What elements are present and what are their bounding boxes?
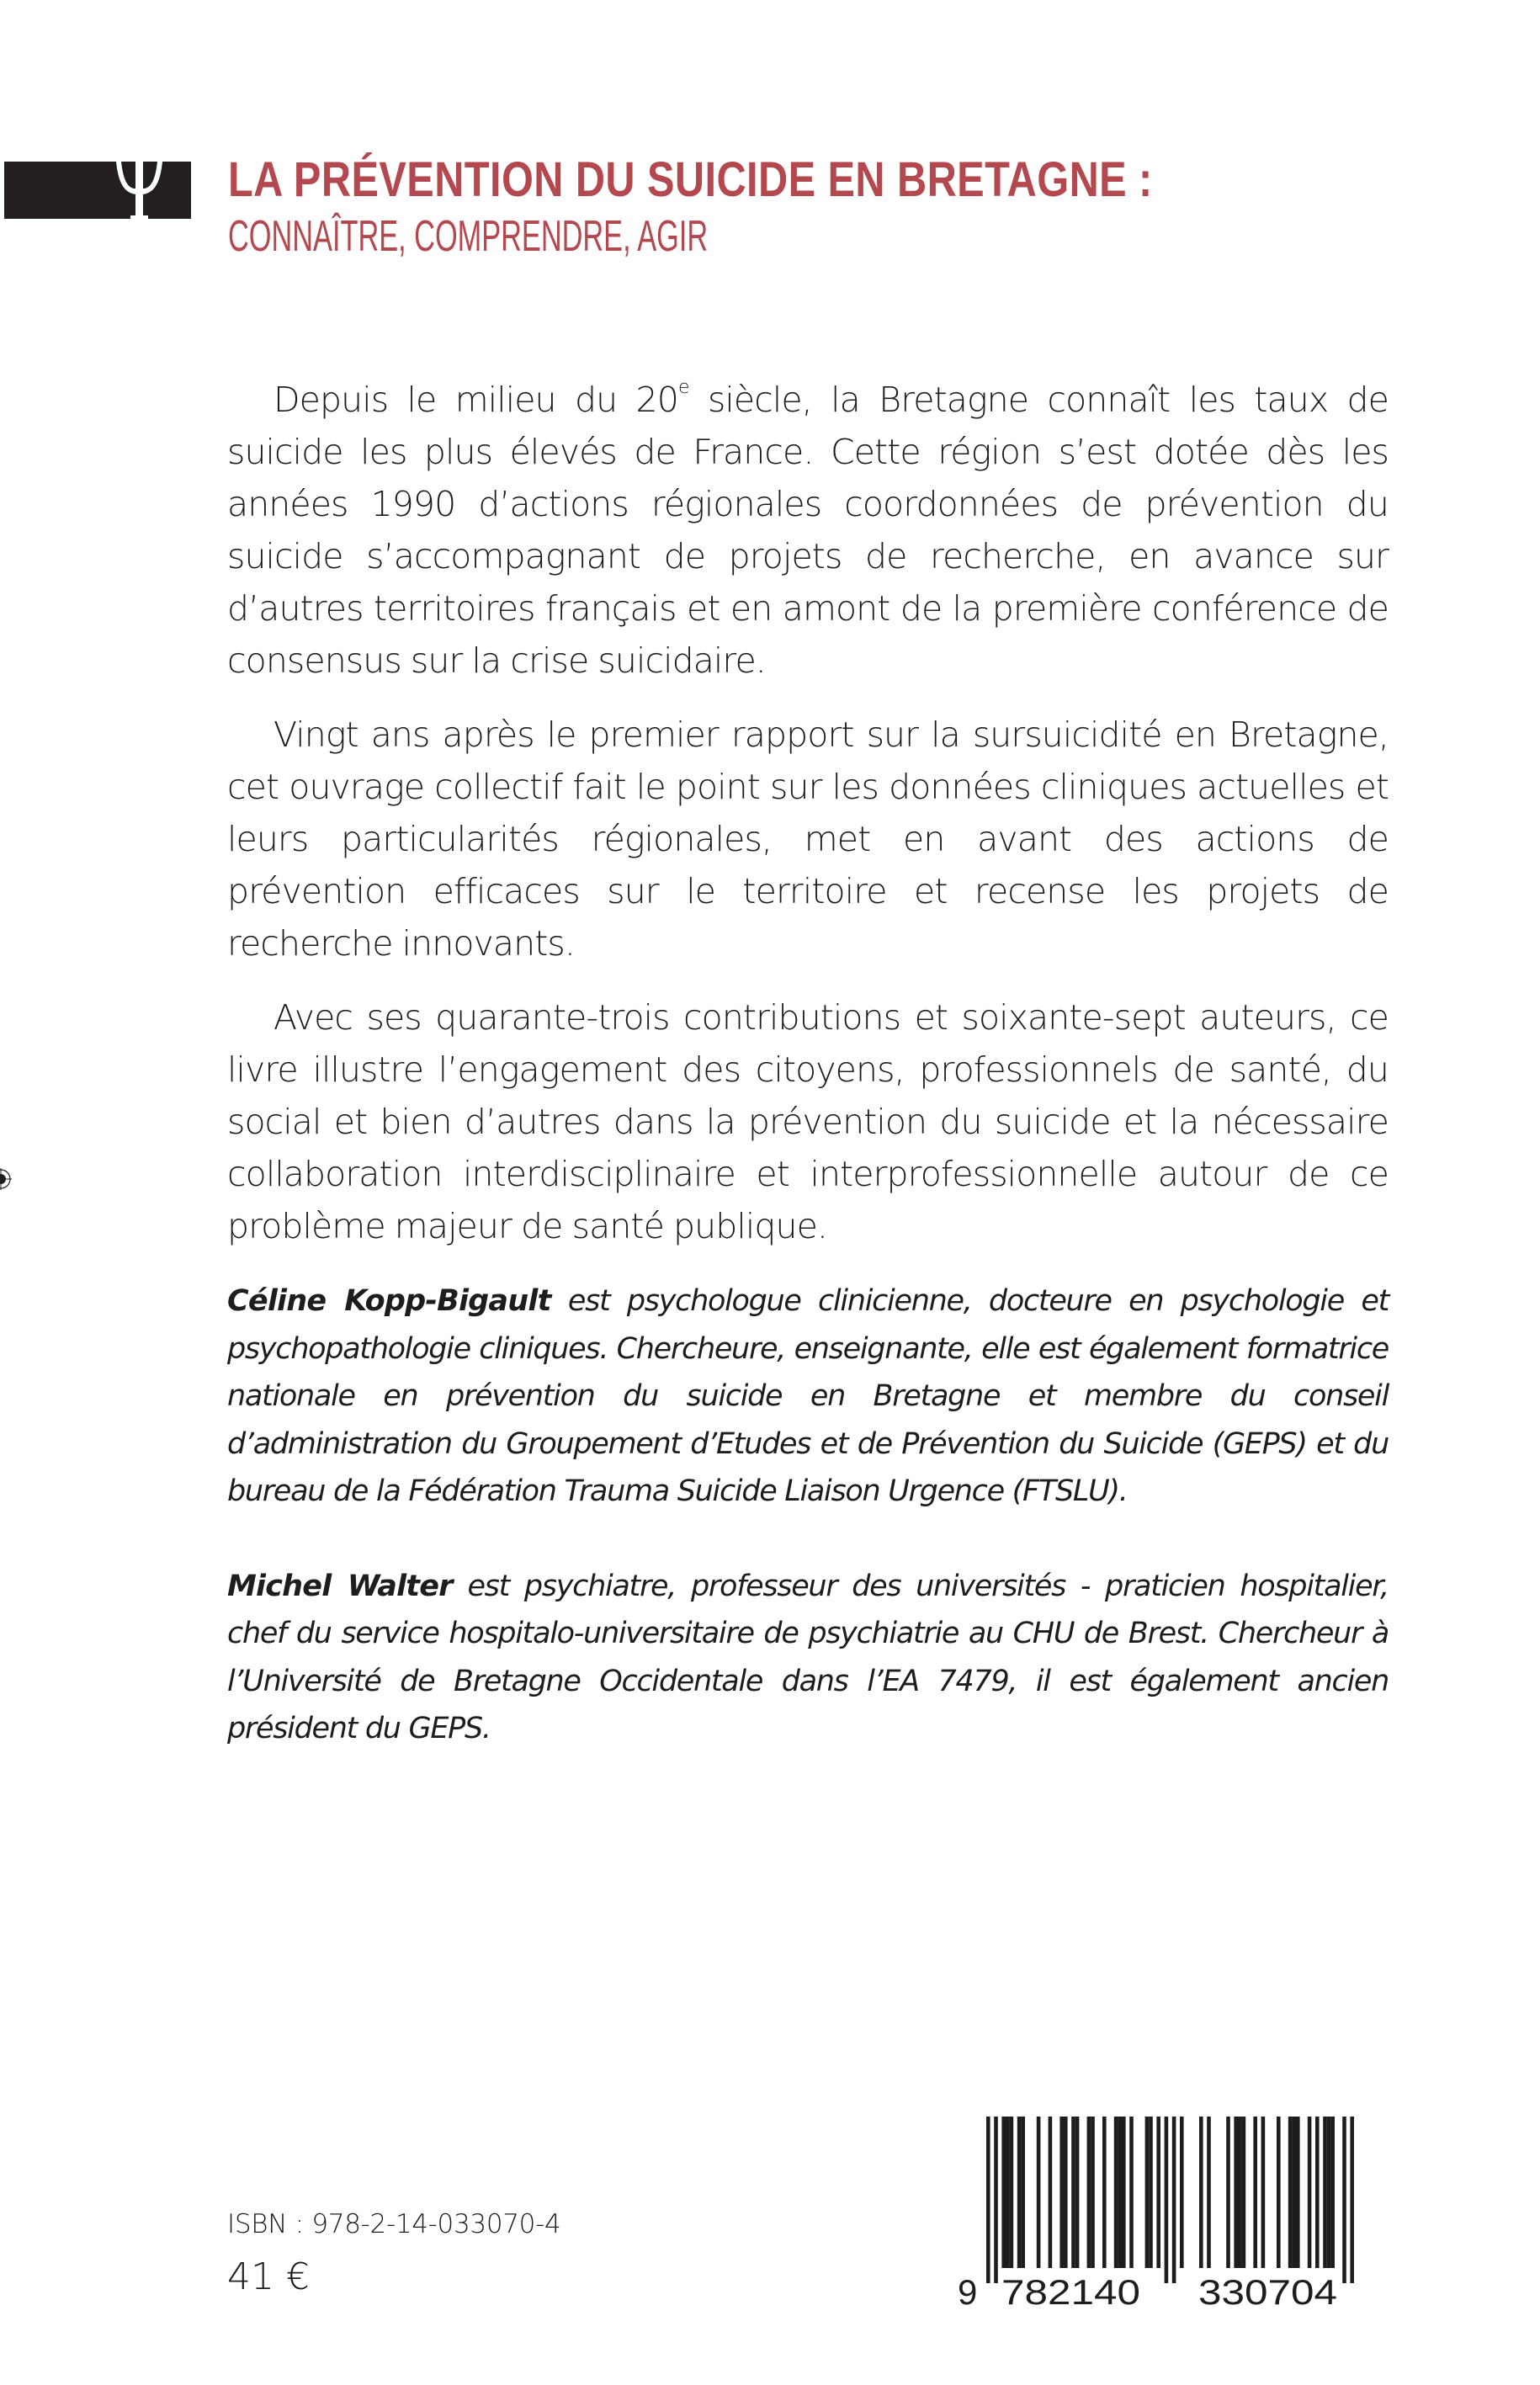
barcode-bar <box>1064 2117 1068 2268</box>
barcode-bar <box>1296 2117 1300 2268</box>
summary-paragraph: Avec ses quarante-trois contributions et soixante-sept auteurs, ce livre illustre l’engagement des citoyens, professionnels de santé, du social et bien d’autres dans la prévention du suicide et la nécessaire collaboration interdisciplinaire et interprofessionnelle autour de ce problème majeur de santé publique. <box>227 997 1389 1246</box>
barcode-bar <box>1149 2117 1153 2268</box>
summary <box>227 374 1389 1274</box>
barcode-bar <box>1199 2117 1203 2268</box>
barcode-bar <box>1327 2117 1331 2268</box>
summary-text: siècle, la Bretagne connaît les taux de suicide les plus élevés de France. Cette région s’est dotée dès les années 1990 d’actions régionales coordonnées de prévention du suicide s’accompagnant de projets de recherche, en avance sur d’autres territoires français et en amont de la première conférence de consensus sur la crise suicidaire. <box>227 380 1389 681</box>
barcode-bar <box>1323 2117 1327 2268</box>
ean13-barcode <box>951 2112 1422 2314</box>
barcode-bar <box>1006 2117 1010 2268</box>
summary-paragraph: Vingt ans après le premier rapport sur la sursuicidité en Bretagne, cet ouvrage collectif fait le point sur les données cliniques actuelles et leurs particularités régionales, met en avant des actions de prévention efficaces sur le territoire et recense les projets de recherche innovants. <box>227 714 1389 964</box>
barcode-guard-bar <box>1350 2117 1354 2283</box>
summary-paragraph <box>227 374 1389 687</box>
book-title: LA PRÉVENTION DU SUICIDE EN BRETAGNE : <box>228 152 1153 207</box>
barcode-bar <box>1001 2117 1006 2268</box>
registration-mark-icon <box>0 1168 12 1190</box>
barcode-bar <box>1021 2117 1025 2268</box>
author-name: Michel Walter <box>227 1569 453 1603</box>
psi-logo-icon <box>4 162 191 219</box>
barcode-bar <box>1059 2117 1064 2268</box>
barcode-bar <box>1118 2117 1122 2268</box>
barcode-bars <box>986 2117 1354 2283</box>
summary-text: Depuis le milieu du 20 <box>273 380 678 420</box>
barcode-bar <box>1315 2117 1320 2268</box>
barcode-guard-bar <box>1172 2117 1176 2283</box>
barcode-bar <box>1102 2117 1107 2268</box>
author-bio <box>227 1563 1389 1753</box>
barcode-bar <box>1010 2117 1014 2268</box>
barcode-bar <box>1091 2117 1095 2268</box>
barcode-digit-first: 9 <box>958 2272 978 2312</box>
barcode-bar <box>1234 2117 1238 2268</box>
price: 41 € <box>227 2255 310 2298</box>
barcode-bar <box>1277 2117 1281 2268</box>
barcode-bar <box>1087 2117 1091 2268</box>
barcode-bar <box>1261 2117 1266 2268</box>
barcode-guard-bar <box>1342 2117 1346 2283</box>
author-name: Céline Kopp-Bigault <box>227 1284 551 1318</box>
barcode-bar <box>1242 2117 1246 2268</box>
ordinal-superscript: e <box>677 377 689 398</box>
barcode-bar <box>1037 2117 1041 2268</box>
barcode-bar <box>1180 2117 1184 2268</box>
author-bio <box>227 1277 1389 1516</box>
barcode-bar <box>1145 2117 1150 2268</box>
barcode-bar <box>1049 2117 1053 2268</box>
barcode-bar <box>1122 2117 1126 2268</box>
author-description: est psychologue clinicienne, docteure en psychologie et psychopathologie cliniques. Chercheure, enseignante, elle est également formatrice nationale en prévention du suicide en Bretagne et membre du conseil d’administration du Groupement d’Etudes et de Prévention du Suicide (GEPS) et du bureau de la Fédération Trauma Suicide Liaison Urgence (FTSLU). <box>227 1284 1389 1508</box>
barcode-bar <box>1207 2117 1211 2268</box>
barcode-bar <box>1330 2117 1335 2268</box>
barcode-bar <box>1253 2117 1257 2268</box>
barcode-bar <box>1238 2117 1242 2268</box>
author-bios <box>227 1277 1389 1800</box>
barcode-guard-bar <box>986 2117 990 2283</box>
barcode-bar <box>1308 2117 1312 2268</box>
isbn: ISBN : 978-2-14-033070-4 <box>227 2209 561 2239</box>
barcode-digits-right: 330704 <box>1198 2272 1337 2312</box>
author-description: est psychiatre, professeur des universités - praticien hospitalier, chef du service hospitalo-universitaire de psychiatrie au CHU de Brest. Chercheur à l’Université de Bretagne Occidentale dans l’EA 7479, il est également ancien président du GEPS. <box>227 1569 1389 1745</box>
barcode-guard-bar <box>1165 2117 1169 2283</box>
barcode-bar <box>1114 2117 1118 2268</box>
book-subtitle: CONNAÎTRE, COMPRENDRE, AGIR <box>228 212 709 261</box>
barcode-bar <box>1226 2117 1230 2268</box>
barcode-guard-bar <box>994 2117 998 2283</box>
barcode-bar <box>1017 2117 1022 2268</box>
barcode-digits-left: 782140 <box>1001 2272 1140 2312</box>
barcode-bar <box>1129 2117 1134 2268</box>
barcode-bar <box>1292 2117 1296 2268</box>
barcode-bar <box>1288 2117 1293 2268</box>
barcode-bar <box>1075 2117 1080 2268</box>
barcode-bar <box>1071 2117 1075 2268</box>
barcode-bar <box>1156 2117 1160 2268</box>
